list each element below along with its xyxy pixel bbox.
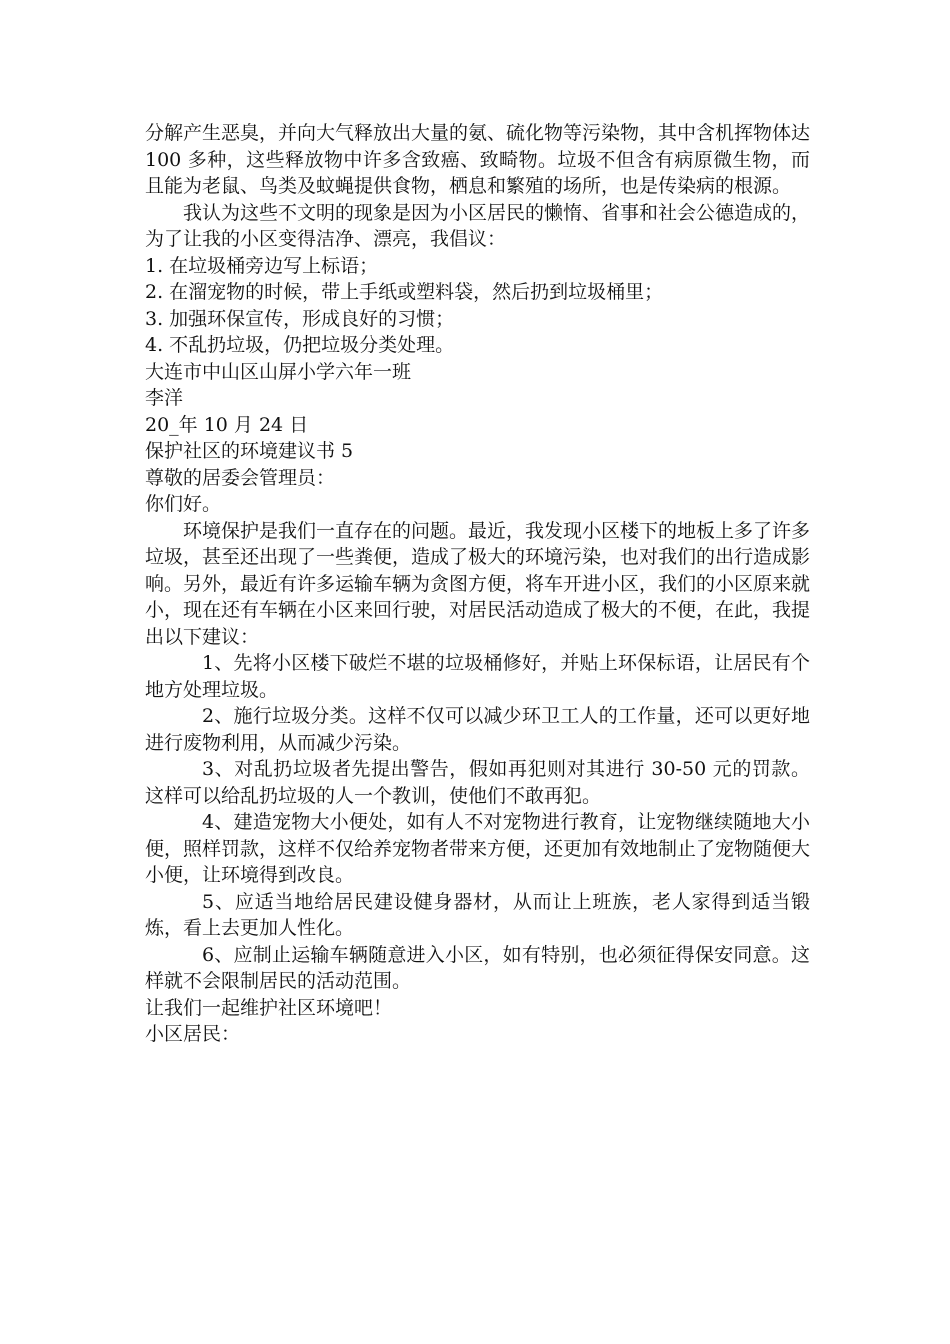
signature-date: 20_年 10 月 24 日 xyxy=(145,413,309,436)
suggestion-5: 5、应适当地给居民建设健身器材，从而让上班族，老人家得到适当锻炼，看上去更加人性化。 xyxy=(145,890,810,939)
paragraph-0: 分解产生恶臭，并向大气释放出大量的氨、硫化物等污染物，其中含机挥物体达 100 多种，这些释放物中许多含致癌、致畸物。垃圾不但含有病原微生物，而且能为老鼠、鸟类及蚊蝇提供食物，栖息和繁殖的场所，也是传染病的根源。 xyxy=(145,122,811,197)
closing-line: 让我们一起维护社区环境吧！ xyxy=(145,996,393,1019)
suggestion-4: 4、建造宠物大小便处，如有人不对宠物进行教育，让宠物继续随地大小便，照样罚款，这样不仅给养宠物者带来方便，还更加有效地制止了宠物随便大小便，让环境得到改良。 xyxy=(145,811,811,886)
section-title: 保护社区的环境建议书 5 xyxy=(145,440,354,462)
paragraph-intro: 环境保护是我们一直存在的问题。最近，我发现小区楼下的地板上多了许多垃圾，甚至还出现了一些粪便，造成了极大的环境污染，也对我们的出行造成影响。另外，最近有许多运输车辆为贪图方便，将车开进小区，我们的小区原来就小，现在还有车辆在小区来回行驶，对居民活动造成了极大的不便，在此，我提出以下建议： xyxy=(145,519,811,648)
greeting: 你们好。 xyxy=(145,493,222,515)
closing-signature: 小区居民： xyxy=(145,1023,241,1045)
suggestion-3: 3、对乱扔垃圾者先提出警告，假如再犯则对其进行 30-50 元的罚款。这样可以给乱扔垃圾的人一个教训，使他们不敢再犯。 xyxy=(145,758,810,807)
signature-school: 大连市中山区山屏小学六年一班 xyxy=(145,360,412,383)
paragraph-1: 我认为这些不文明的现象是因为小区居民的懒惰、省事和社会公德造成的，为了让我的小区变得洁净、漂亮，我倡议： xyxy=(145,201,811,250)
suggestion-2: 2、施行垃圾分类。这样不仅可以减少环卫工人的工作量，还可以更好地进行废物利用，从而减少污染。 xyxy=(145,705,810,754)
proposal-item-3: 3. 加强环保宣传，形成良好的习惯； xyxy=(145,307,455,330)
signature-name: 李洋 xyxy=(145,387,184,409)
suggestion-6: 6、应制止运输车辆随意进入小区，如有特别，也必须征得保安同意。这样就不会限制居民的活动范围。 xyxy=(145,943,810,992)
suggestion-1: 1、先将小区楼下破烂不堪的垃圾桶修好，并贴上环保标语，让居民有个地方处理垃圾。 xyxy=(145,652,810,701)
proposal-item-4: 4. 不乱扔垃圾，仍把垃圾分类处理。 xyxy=(145,334,455,356)
proposal-item-1: 1. 在垃圾桶旁边写上标语； xyxy=(145,254,379,277)
proposal-item-2: 2. 在溜宠物的时候，带上手纸或塑料袋，然后扔到垃圾桶里； xyxy=(145,281,664,303)
document-body xyxy=(145,120,810,1048)
salutation: 尊敬的居委会管理员： xyxy=(145,466,336,489)
